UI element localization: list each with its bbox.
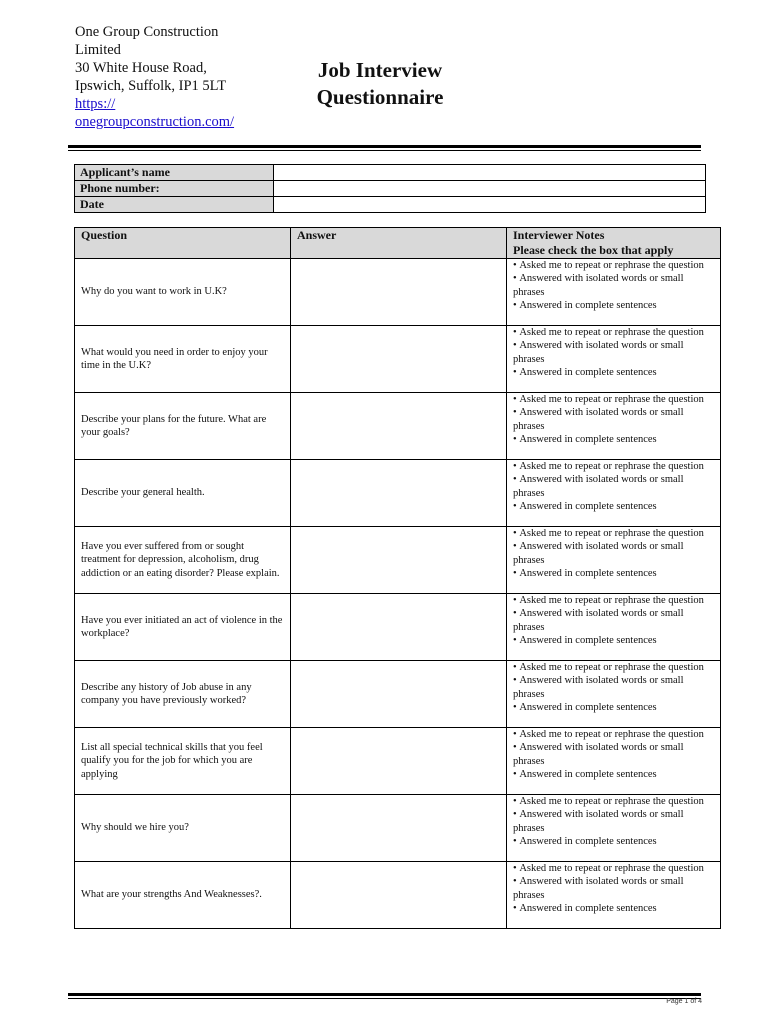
answer-field[interactable] (291, 661, 507, 728)
notes-option[interactable]: • Answered with isolated words or small phrases (513, 875, 714, 902)
notes-option[interactable]: • Asked me to repeat or rephrase the question (513, 259, 714, 272)
applicant-name-field[interactable] (274, 165, 706, 181)
answer-column-header: Answer (291, 228, 507, 259)
question-text: Have you ever suffered from or sought treatment for depression, alcoholism, drug addiction or an eating disorder? Please explain. (75, 527, 291, 594)
answer-field[interactable] (291, 594, 507, 661)
company-website-link[interactable] (75, 96, 234, 130)
phone-number-label: Phone number: (75, 181, 274, 197)
question-row (75, 795, 721, 862)
notes-option[interactable]: • Answered in complete sentences (513, 768, 714, 781)
notes-option[interactable]: • Answered with isolated words or small phrases (513, 540, 714, 567)
applicant-name-label: Applicant’s name (75, 165, 274, 181)
date-field[interactable] (274, 197, 706, 213)
notes-column-header (507, 228, 721, 259)
question-text: Describe your plans for the future. What are your goals? (75, 393, 291, 460)
applicant-row (75, 181, 706, 197)
notes-option[interactable]: • Asked me to repeat or rephrase the question (513, 795, 714, 808)
interviewer-notes-cell (507, 795, 721, 862)
notes-option[interactable]: • Answered with isolated words or small phrases (513, 272, 714, 299)
date-label: Date (75, 197, 274, 213)
notes-header-line2: Please check the box that apply (513, 243, 674, 257)
notes-option[interactable]: • Answered with isolated words or small phrases (513, 607, 714, 634)
interviewer-notes-cell (507, 259, 721, 326)
interviewer-notes-cell (507, 460, 721, 527)
question-column-header: Question (75, 228, 291, 259)
questionnaire-table (74, 227, 721, 929)
interviewer-notes-cell (507, 594, 721, 661)
footer-divider (68, 993, 701, 999)
link-part1[interactable]: https:// (75, 96, 116, 112)
questionnaire-body (75, 259, 721, 929)
document-title (300, 57, 460, 111)
question-text: List all special technical skills that you feel qualify you for the job for which you are applying (75, 728, 291, 795)
interviewer-notes-cell (507, 661, 721, 728)
notes-option[interactable]: • Answered in complete sentences (513, 701, 714, 714)
address-line1: 30 White House Road, (75, 60, 207, 76)
question-row (75, 393, 721, 460)
notes-option[interactable]: • Answered with isolated words or small phrases (513, 406, 714, 433)
company-name-line1: One Group Construction (75, 24, 219, 40)
question-row (75, 862, 721, 929)
question-row (75, 594, 721, 661)
company-address-block (75, 23, 265, 131)
notes-option[interactable]: • Answered with isolated words or small phrases (513, 473, 714, 500)
notes-option[interactable]: • Answered with isolated words or small phrases (513, 339, 714, 366)
notes-option[interactable]: • Answered in complete sentences (513, 902, 714, 915)
answer-field[interactable] (291, 862, 507, 929)
answer-field[interactable] (291, 527, 507, 594)
question-text: Why should we hire you? (75, 795, 291, 862)
notes-option[interactable]: • Asked me to repeat or rephrase the question (513, 728, 714, 741)
question-text: What would you need in order to enjoy your time in the U.K? (75, 326, 291, 393)
notes-option[interactable]: • Asked me to repeat or rephrase the question (513, 862, 714, 875)
applicant-row (75, 197, 706, 213)
answer-field[interactable] (291, 728, 507, 795)
notes-option[interactable]: • Answered in complete sentences (513, 500, 714, 513)
notes-option[interactable]: • Answered in complete sentences (513, 634, 714, 647)
link-part2[interactable]: onegroupconstruction.com/ (75, 114, 235, 130)
company-name-line2: Limited (75, 42, 121, 58)
question-row (75, 259, 721, 326)
question-text: Why do you want to work in U.K? (75, 259, 291, 326)
question-row (75, 460, 721, 527)
address-line2: Ipswich, Suffolk, IP1 5LT (75, 78, 227, 94)
notes-option[interactable]: • Answered with isolated words or small phrases (513, 674, 714, 701)
question-row (75, 326, 721, 393)
interviewer-notes-cell (507, 527, 721, 594)
title-line1: Job Interview (317, 58, 443, 82)
interviewer-notes-cell (507, 393, 721, 460)
notes-option[interactable]: • Answered with isolated words or small phrases (513, 741, 714, 768)
questionnaire-header-row (75, 228, 721, 259)
applicant-row (75, 165, 706, 181)
interviewer-notes-cell (507, 728, 721, 795)
title-line2: Questionnaire (316, 85, 444, 109)
question-text: Describe any history of Job abuse in any company you have previously worked? (75, 661, 291, 728)
notes-option[interactable]: • Asked me to repeat or rephrase the question (513, 594, 714, 607)
interviewer-notes-cell (507, 862, 721, 929)
phone-number-field[interactable] (274, 181, 706, 197)
notes-option[interactable]: • Asked me to repeat or rephrase the question (513, 326, 714, 339)
notes-option[interactable]: • Answered with isolated words or small phrases (513, 808, 714, 835)
notes-option[interactable]: • Answered in complete sentences (513, 567, 714, 580)
question-row (75, 527, 721, 594)
notes-option[interactable]: • Answered in complete sentences (513, 299, 714, 312)
question-text: Describe your general health. (75, 460, 291, 527)
question-text: What are your strengths And Weaknesses?. (75, 862, 291, 929)
notes-option[interactable]: • Answered in complete sentences (513, 366, 714, 379)
answer-field[interactable] (291, 326, 507, 393)
applicant-info-table (74, 164, 706, 213)
interviewer-notes-cell (507, 326, 721, 393)
answer-field[interactable] (291, 259, 507, 326)
question-row (75, 728, 721, 795)
answer-field[interactable] (291, 393, 507, 460)
notes-option[interactable]: • Answered in complete sentences (513, 433, 714, 446)
notes-option[interactable]: • Asked me to repeat or rephrase the question (513, 460, 714, 473)
notes-option[interactable]: • Asked me to repeat or rephrase the question (513, 661, 714, 674)
answer-field[interactable] (291, 795, 507, 862)
question-text: Have you ever initiated an act of violence in the workplace? (75, 594, 291, 661)
notes-option[interactable]: • Asked me to repeat or rephrase the question (513, 527, 714, 540)
notes-option[interactable]: • Asked me to repeat or rephrase the question (513, 393, 714, 406)
notes-option[interactable]: • Answered in complete sentences (513, 835, 714, 848)
notes-header-line1: Interviewer Notes (513, 228, 605, 242)
page-number: Page 1 of 4 (666, 998, 702, 1005)
header-divider (68, 145, 701, 151)
answer-field[interactable] (291, 460, 507, 527)
question-row (75, 661, 721, 728)
